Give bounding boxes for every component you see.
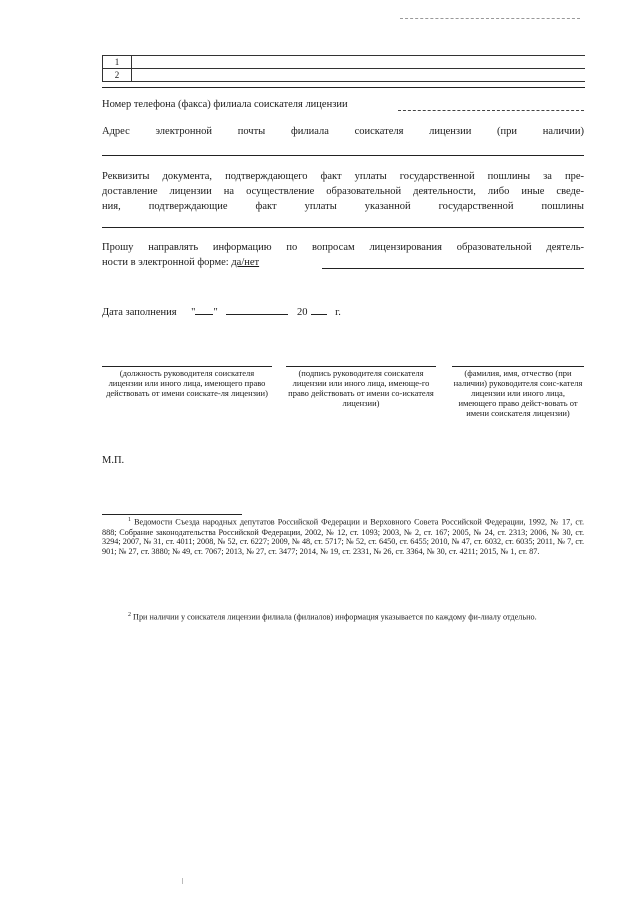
date-row: [102, 307, 341, 320]
footnote-1: [102, 517, 584, 557]
signature-line-sign[interactable]: [286, 366, 436, 367]
date-year-prefix: 20: [297, 307, 308, 318]
signature-caption-name: (фамилия, имя, отчество (при наличии) руководителя соис-кателя лицензии или иного лица, имеющего право дейст-вовать от имени соискателя лицензии): [453, 368, 583, 419]
payment-input-line[interactable]: [102, 227, 584, 228]
request-label-line1: Прошу направлять информацию по вопросам лицензирования образовательной деятель-: [102, 242, 584, 253]
payment-label-line3: ния, подтверждающие факт уплаты указанной государственной пошлины: [102, 201, 584, 212]
date-quote-close: ": [213, 307, 218, 318]
row-number: 1: [102, 56, 132, 68]
footnote-2: [102, 612, 584, 623]
phone-input-line[interactable]: [398, 110, 584, 111]
email-input-line[interactable]: [102, 155, 584, 156]
payment-label-line1: Реквизиты документа, подтверждающего факт уплаты государственной пошлины за пре-: [102, 171, 584, 182]
scan-speck: [182, 878, 183, 884]
date-year-suffix: г.: [335, 307, 341, 318]
table-underline: [102, 87, 585, 88]
payment-label-line2: доставление лицензии на осуществление образовательной деятельности, либо иные сведе-: [102, 186, 584, 197]
table-row: [102, 56, 585, 69]
date-year-field[interactable]: [311, 314, 327, 315]
date-day-field[interactable]: [195, 314, 213, 315]
row-number: 2: [102, 69, 132, 81]
row-cell[interactable]: [131, 69, 585, 81]
request-input-line[interactable]: [322, 268, 584, 269]
signature-caption-position: (должность руководителя соискателя лицензии или иного лица, имеющего право действовать от имени соискате-ля лицензии): [106, 368, 268, 399]
top-scan-mark: [400, 18, 580, 19]
request-label-line2: [102, 257, 259, 270]
branch-table: [102, 55, 585, 82]
phone-label: Номер телефона (факса) филиала соискателя лицензии: [102, 99, 348, 110]
request-answer[interactable]: да/нет: [231, 257, 260, 268]
request-label-text: ности в электронной форме:: [102, 257, 229, 268]
footnote-2-mark: 2: [128, 612, 131, 618]
footnote-2-text: При наличии у соискателя лицензии филиала (филиалов) информация указывается по каждому фи-лиалу отдельно.: [133, 612, 537, 622]
email-label: Адрес электронной почты филиала соискателя лицензии (при наличии): [102, 126, 584, 137]
footnote-separator: [102, 514, 242, 515]
date-month-field[interactable]: [226, 314, 288, 315]
table-row: [102, 69, 585, 82]
stamp-label: М.П.: [102, 455, 125, 466]
footnote-1-text: Ведомости Съезда народных депутатов Российской Федерации и Верховного Совета Российской Федерации, 1992, № 17, ст. 888; Собрание законодательства Российской Федерации, 2002, № 12, ст. 1093; 2003, № 2, ст. 167; 2005, № 24, ст. 2313; 2006, № 30, ст. 3294; 2007, № 31, ст. 4011; 2008, № 52, ст. 6227; 2009, № 48, ст. 5717; № 52, ст. 6450, ст. 6455; 2010, № 47, ст. 6032, ст. 6035; 2011, № 7, ст. 901; № 27, ст. 3880; № 49, ст. 7067; 2013, № 27, ст. 3477; 2014, № 19, ст. 2331, № 26, ст. 3364, № 30, ст. 4211; 2015, № 1, ст. 87.: [102, 517, 585, 557]
date-quote-open: ": [191, 307, 196, 318]
row-cell[interactable]: [131, 56, 585, 68]
footnote-1-mark: 1: [128, 517, 131, 523]
signature-caption-sign: (подпись руководителя соискателя лицензии или иного лица, имеюще-го право действовать от имени со-искателя лицензии): [288, 368, 434, 409]
signature-line-position[interactable]: [102, 366, 272, 367]
signature-line-name[interactable]: [452, 366, 584, 367]
date-label: Дата заполнения: [102, 307, 177, 318]
